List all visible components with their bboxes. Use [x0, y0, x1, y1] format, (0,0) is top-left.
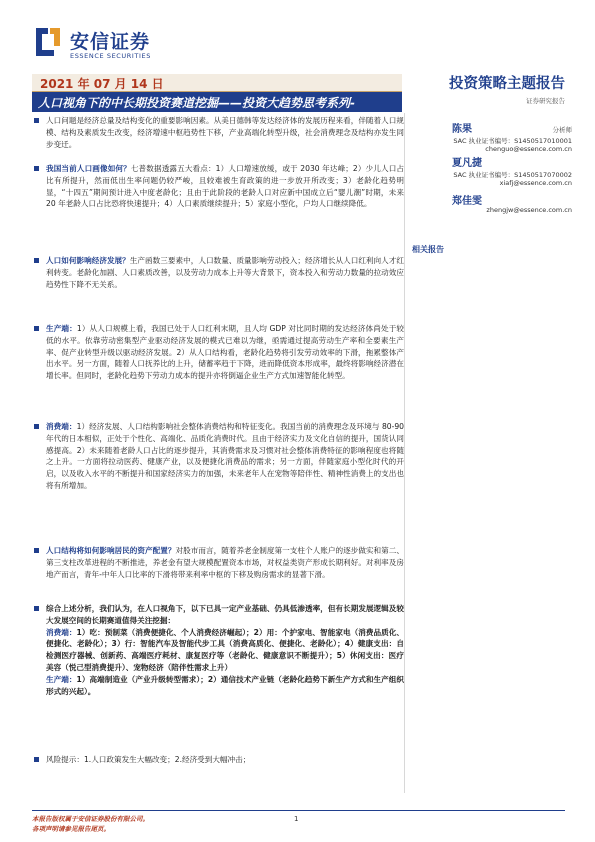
analyst-name: 郑佳雯 — [452, 196, 482, 207]
paragraph-heading: 人口结构将如何影响居民的资产配置？ — [46, 546, 176, 555]
logo-text-en: ESSENCE SECURITIES — [70, 52, 151, 60]
bullet-icon — [34, 326, 39, 331]
paragraph-heading: 人口如何影响经济发展？ — [46, 256, 130, 265]
paragraph-heading: 我国当前人口画像如何？ — [46, 164, 131, 173]
bullet-icon — [34, 118, 39, 123]
title-band — [32, 92, 402, 112]
essence-logo-mark-icon — [32, 26, 64, 58]
paragraph-text — [46, 255, 404, 290]
analyst-name: 陈果 — [452, 124, 472, 135]
analyst-name: 夏凡捷 — [452, 158, 482, 169]
bullet-icon — [34, 606, 39, 611]
bullet-icon — [34, 757, 39, 762]
paragraph-intro — [32, 115, 404, 163]
analyst-email[interactable]: xiafj@essence.com.cn — [499, 179, 572, 187]
date-band — [32, 74, 402, 92]
footer-notice: 各项声明请参见报告尾页。 — [32, 825, 110, 833]
bullet-icon — [34, 548, 39, 553]
paragraph-conclusion — [32, 603, 404, 755]
paragraph-consumption — [32, 421, 404, 549]
analyst-cert: SAC 执业证书编号：S1450517070002 — [453, 171, 572, 179]
produce-side-label: 生产端： — [46, 674, 77, 684]
report-title: 人口视角下的中长期投资赛道挖掘——投资大趋势思考系列- — [38, 96, 355, 110]
column-divider — [404, 113, 405, 793]
related-reports-heading: 相关报告 — [412, 245, 444, 254]
consume-side-text: 1）吃：预制菜（消费便捷化、个人消费经济崛起）；2）用：个护家电、智能家电（消费品质化、便捷化、老龄化）；3）行：智能汽车及智能代步工具（消费高质化、便捷化、老龄化）；4）健康支出：自检测医疗器械、创新药、高端医疗耗材、康复医疗等（老龄化、健康意识不断提升）；5）休闲支出：医疗美容（悦己型消费提升）、宠物经济（陪伴性需求上升） — [46, 627, 405, 672]
footer-copyright: 本报告版权属于安信证券股份有限公司。 — [32, 815, 149, 823]
conclusion-heading: 综合上述分析，我们认为，在人口视角下，以下已具一定产业基础、仍具低渗透率，但有长期发展逻辑及较大发展空间的长期赛道值得关注挖掘： — [46, 604, 404, 625]
essence-logo — [32, 24, 162, 68]
paragraph-risk — [32, 754, 404, 770]
analyst-role: 分析师 — [552, 126, 572, 134]
paragraph-text — [46, 603, 404, 697]
risk-warning: 风险提示：1.人口政策发生大幅改变；2.经济受到大幅冲击； — [46, 755, 251, 764]
analyst-email[interactable]: zhengjw@essence.com.cn — [486, 206, 572, 214]
paragraph-text — [46, 545, 404, 580]
report-date: 2021 年 07 月 14 日 — [40, 77, 164, 91]
paragraph-text — [46, 323, 404, 382]
page-number: 1 — [294, 815, 299, 823]
produce-side-text: 1）高端制造业（产业升级转型需求）；2）通信技术产业链（老龄化趋势下新生产方式和生产组织形式的兴起）。 — [46, 674, 405, 696]
bullet-icon — [34, 166, 39, 171]
paragraph-asset-allocation — [32, 545, 404, 601]
paragraph-body: 1）经济发展、人口结构影响社会整体消费结构和特征变化。我国当前的消费理念及环境与 80-90 年代的日本相似，正处于个性化、高端化、品质化消费时代。且由于经济实力及文化自信的提升，国货认同感提高。2）未来随着老龄人口占比的逐步提升，其消费需求及习惯对社会整体消费特征的影响程度也将随之上升。一方面将拉动医药、健康产业，以及便捷化消费品的需求；另一方面，伴随家庭小型化时代的开启，以及收入水平的不断提升和国家经济实力的加强，未来老年人在宠物等陪伴性、精神性消费上的支出也将有所增加。 — [46, 422, 405, 490]
paragraph-text: 人口问题是经济总量及结构变化的重要影响因素。从美日德韩等发达经济体的发展历程来看，伴随着人口规模、结构及素质发生改变，经济增速中枢趋势性下移，产业高端化转型升级，社会消费理念及结构亦发生同步变迁。 — [46, 116, 404, 149]
paragraph-text — [46, 421, 404, 492]
paragraph-population-portrait — [32, 163, 404, 255]
report-type: 投资策略主题报告 — [449, 76, 565, 92]
consume-side-label: 消费端： — [46, 627, 77, 637]
paragraph-body: 七普数据透露五大看点：1）人口增速放缓，或于 2030 年达峰；2）少儿人口占比有所提升，然而低出生率问题仍较严峻，且较难被生育政策的进一步放开所改变；3）老龄化趋势明显，“十四五”期间预计进入中度老龄化；且由于此阶段的老龄人口对应新中国成立后“婴儿潮”时期，未来 20 年老龄人口占比恐将快速提升；4）人口素质继续提升；5）家庭小型化，户均人口继续降低。 — [46, 164, 404, 209]
paragraph-economy-impact — [32, 255, 404, 323]
paragraph-body: 1）从人口规模上看，我国已处于人口红利末期，且人均 GDP 对比同时期的发达经济体尚处于较低的水平。依靠劳动密集型产业驱动经济发展的模式已难以为继，亟需通过提高劳动生产率和全要素生产率、促产业转型升级以驱动经济发展。2）从人口结构看，老龄化趋势将引发劳动效率的下滑，拖累整体产出水平。另一方面，随着人口抚养比的上升，储蓄率趋于下降，进而降低资本形成率，最终将影响经济潜在增长率。但同时，老龄化趋势下劳动力成本的提升亦将倒逼企业生产方式加速智能化转型。 — [46, 324, 405, 381]
logo-text-cn: 安信证券 — [70, 31, 151, 53]
report-subtype: 证券研究报告 — [526, 97, 565, 105]
bullet-icon — [34, 424, 39, 429]
paragraph-heading: 生产端： — [46, 324, 77, 333]
paragraph-production — [32, 323, 404, 423]
footer-divider — [32, 810, 565, 811]
paragraph-body: 对股市而言，随着养老金制度第一支柱个人账户的逐步做实和第二、第三支柱改革进程的不断推进，养老金有望大规模配置资本市场，对权益类资产形成长期利好。对利率及房地产而言，青年-中年人口比率的下滑将带来利率中枢的下移及购房需求的显著下滑。 — [46, 546, 404, 579]
analyst-card — [412, 192, 572, 236]
analyst-cert: SAC 执业证书编号：S1450517010001 — [453, 137, 572, 145]
paragraph-heading: 消费端： — [46, 422, 77, 431]
footer-disclaimer — [32, 814, 149, 834]
paragraph-body: 生产函数三要素中，人口数量、质量影响劳动投入；经济增长从人口红利向人才红利转变。老龄化加剧、人口素质改善，以及劳动力成本上升等大背景下，资本投入和劳动力数量的拉动效应趋势性下降不无关系。 — [46, 256, 404, 289]
analyst-email[interactable]: chenguo@essence.com.cn — [485, 145, 572, 153]
paragraph-text — [46, 163, 404, 210]
bullet-icon — [34, 258, 39, 263]
